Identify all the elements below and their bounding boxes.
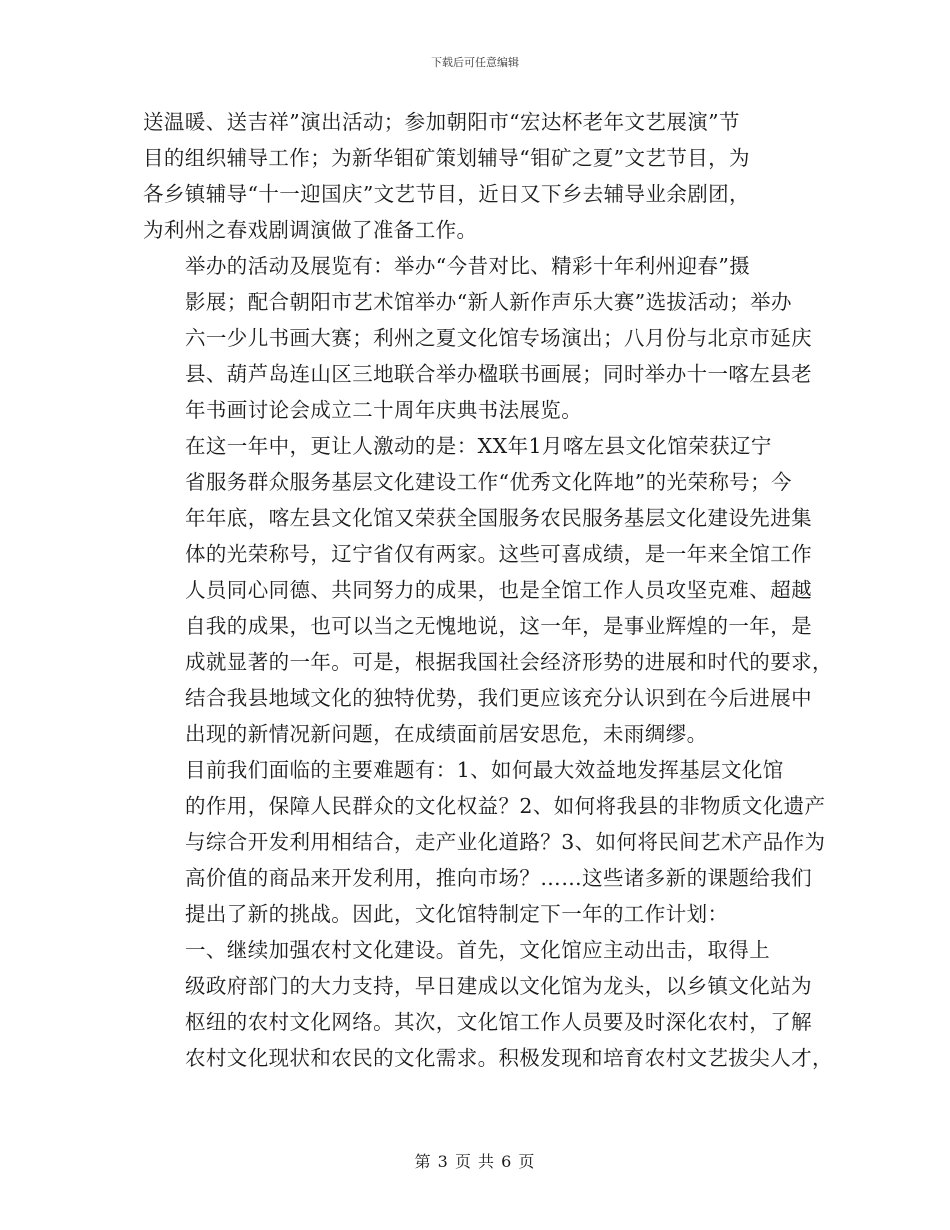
text-line: 高价值的商品来开发利用，推向市场？……这些诸多新的课题给我们: [185, 866, 812, 890]
text-line: 农村文化现状和农民的文化需求。积极发现和培育农村文艺拔尖人才，: [185, 1046, 833, 1070]
text-line: 在这一年中，更让人激动的是：XX年1月喀左县文化馆荣获辽宁: [185, 434, 772, 458]
text-line: 成就显著的一年。可是，根据我国社会经济形势的进展和时代的要求，: [185, 650, 833, 674]
text-line: 目的组织辅导工作；为新华钼矿策划辅导“钼矿之夏”文艺节目，为: [143, 146, 750, 170]
text-line: 体的光荣称号，辽宁省仅有两家。这些可喜成绩，是一年来全馆工作: [185, 542, 812, 566]
text-line: 送温暖、送吉祥”演出活动；参加朝阳市“宏达杯老年文艺展演”节: [143, 110, 740, 134]
text-line: 省服务群众服务基层文化建设工作“优秀文化阵地”的光荣称号；今: [185, 470, 792, 494]
text-line: 年年底，喀左县文化馆又荣获全国服务农民服务基层文化建设先进集: [185, 506, 812, 530]
text-line: 提出了新的挑战。因此，文化馆特制定下一年的工作计划：: [185, 902, 729, 926]
page-number: 第 3 页 共 6 页: [414, 1152, 536, 1171]
text-line: 影展；配合朝阳市艺术馆举办“新人新作声乐大赛”选拔活动；举办: [185, 290, 792, 314]
page-header: 下载后可任意编辑: [431, 56, 519, 69]
text-line: 枢纽的农村文化网络。其次，文化馆工作人员要及时深化农村，了解: [185, 1010, 812, 1034]
paragraph: [143, 932, 833, 1076]
text-line: 结合我县地域文化的独特优势，我们更应该充分认识到在今后进展中: [185, 686, 812, 710]
paragraph: [143, 428, 833, 752]
text-line: 六一少儿书画大赛；利州之夏文化馆专场演出；八月份与北京市延庆: [185, 326, 812, 350]
document-body: [143, 104, 833, 1076]
text-line: 举办的活动及展览有：举办“今昔对比、精彩十年利州迎春”摄: [185, 254, 751, 278]
text-line: 级政府部门的大力支持，早日建成以文化馆为龙头，以乡镇文化站为: [185, 974, 812, 998]
text-line: 与综合开发利用相结合，走产业化道路？3、如何将民间艺术产品作为: [185, 830, 826, 854]
paragraph: [143, 248, 812, 428]
text-line: 人员同心同德、共同努力的成果，也是全馆工作人员攻坚克难、超越: [185, 578, 812, 602]
paragraph: [143, 752, 826, 932]
text-line: 自我的成果，也可以当之无愧地说，这一年，是事业辉煌的一年，是: [185, 614, 812, 638]
text-line: 目前我们面临的主要难题有：1、如何最大效益地发挥基层文化馆: [185, 758, 784, 782]
text-line: 为利州之春戏剧调演做了准备工作。: [143, 218, 478, 242]
text-line: 的作用，保障人民群众的文化权益？2、如何将我县的非物质文化遗产: [185, 794, 826, 818]
paragraph: [143, 104, 807, 248]
text-line: 各乡镇辅导“十一迎国庆”文艺节目，近日又下乡去辅导业余剧团，: [143, 182, 750, 206]
text-line: 一、继续加强农村文化建设。首先，文化馆应主动出击，取得上: [185, 938, 771, 962]
text-line: 年书画讨论会成立二十周年庆典书法展览。: [185, 398, 583, 422]
text-line: 县、葫芦岛连山区三地联合举办楹联书画展；同时举办十一喀左县老: [185, 362, 812, 386]
text-line: 出现的新情况新问题，在成绩面前居安思危，未雨绸缪。: [185, 722, 708, 746]
